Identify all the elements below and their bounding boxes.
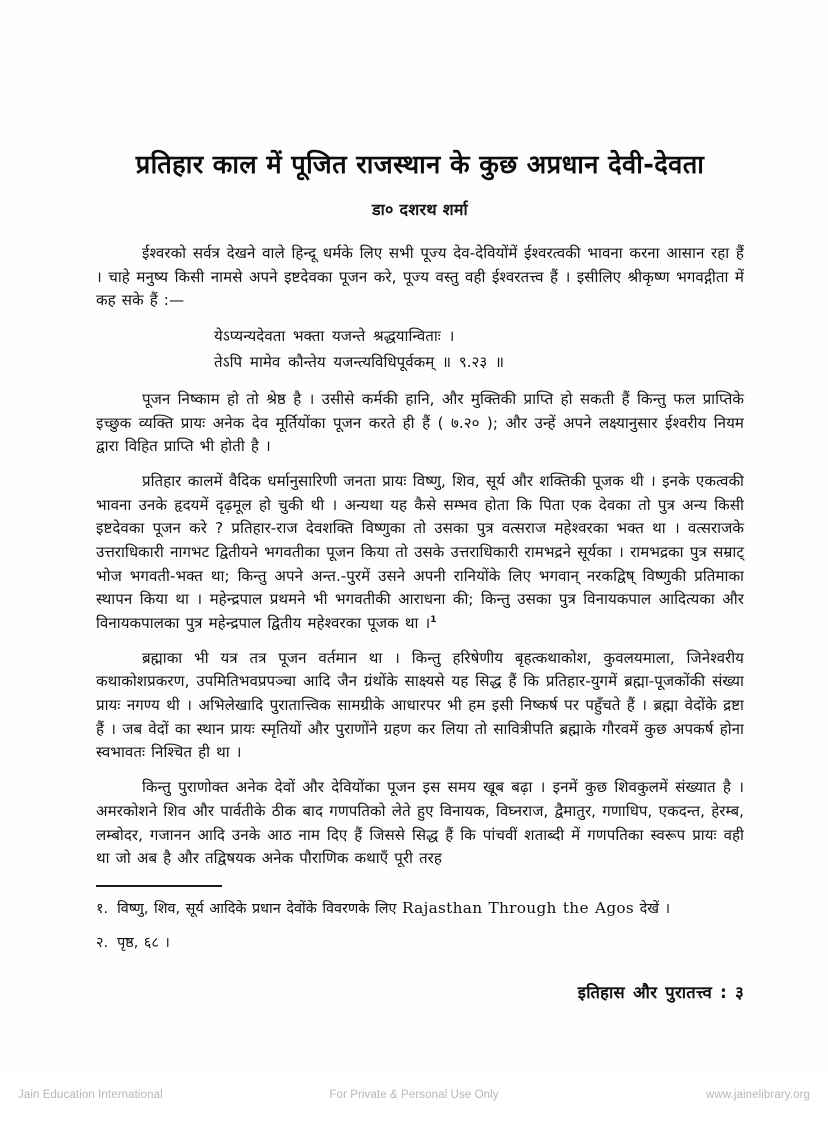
paragraph-4: ब्रह्माका भी यत्र तत्र पूजन वर्तमान था । किन्तु हरिषेणीय बृहत्कथाकोश, कुवलयमाला, जिनेश्वरीय कथाकोशप्रकरण, उपमितिभवप्रपञ्चा आदि जैन ग्रंथोंके साक्ष्यसे यह सिद्ध हैं कि प्रतिहार-युगमें ब्रह्मा-पूजकोंकी संख्या प्रायः नगण्य थी । अभिलेखादि पुरातात्त्विक सामग्रीके आधारपर भी हम इसी निष्कर्ष पर पहुँचते हैं । ब्रह्मा वेदोंके द्रष्टा हैं । जब वेदों का स्थान प्रायः स्मृतियों और पुराणोंने ग्रहण कर लिया तो सावित्रीपति ब्रह्माके गौरवमें कुछ अपकर्ष होना स्वभावतः निश्चित ही था । — [96, 648, 744, 762]
bottom-bar-organization: Jain Education International — [18, 1089, 163, 1101]
paragraph-3 — [96, 470, 744, 636]
footnote-reference-1[interactable]: 1 — [430, 615, 437, 625]
author-byline: डा० दशरथ शर्मा — [372, 199, 468, 219]
paragraph-2: पूजन निष्काम हो तो श्रेष्ठ है । उसीसे कर्मकी हानि, और मुक्तिकी प्राप्ति हो सकती हैं किन्तु फल प्राप्तिके इच्छुक व्यक्ति प्रायः अनेक देव मूर्तियोंका पूजन करते ही हैं ( ७.२० ); और उन्हें अपने लक्ष्यानुसार ईश्वरीय नियम द्वारा विहित प्राप्ति भी होती है । — [96, 389, 744, 456]
footnote-text — [117, 897, 744, 921]
footnotes-section — [96, 897, 744, 954]
footnote-number: २. — [96, 934, 109, 951]
paragraph-1: ईश्वरको सर्वत्र देखने वाले हिन्दू धर्मके लिए सभी पूज्य देव-देवियोंमें ईश्वरत्वकी भावना करना आसान रहा हैं । चाहे मनुष्य किसी नामसे अपने इष्टदेवका पूजन करे, पूज्य वस्तु वही ईश्वरतत्त्व हैं । इसीलिए श्रीकृष्ण भगवद्गीता में कह सके हैं :— — [96, 243, 744, 310]
footnote-text-after: देखें । — [639, 900, 671, 917]
footnote-item — [96, 897, 744, 921]
footnote-latin-title: Rajasthan Through the Agos — [401, 898, 635, 917]
footnote-separator-rule — [96, 885, 222, 887]
page-title: प्रतिहार काल में पूजित राजस्थान के कुछ अप्रधान देवी-देवता — [135, 150, 705, 180]
sanskrit-verse — [96, 324, 744, 376]
bottom-bar-usage-notice: For Private & Personal Use Only — [329, 1089, 499, 1101]
verse-line-1: येऽप्यन्यदेवता भक्ता यजन्ते श्रद्धयान्विताः । — [214, 326, 455, 345]
paragraph-5: किन्तु पुराणोक्त अनेक देवों और देवियोंका पूजन इस समय खूब बढ़ा । इनमें कुछ शिवकुलमें संख्यात है । अमरकोशने शिव और पार्वतीके ठीक बाद गणपतिको लेते हुए विनायक, विघ्नराज, द्वैमातुर, गणाधिप, एकदन्त, हेरम्ब, लम्बोदर, गजानन आदि उनके आठ नाम दिए हैं जिससे सिद्ध हैं कि पांचवीं शताब्दी में गणपतिका स्वरूप प्रायः वही था जो अब है और तद्विषयक अनेक पौराणिक कथाएँ पूरी तरह — [96, 778, 744, 868]
footnote-text-before: विष्णु, शिव, सूर्य आदिके प्रधान देवोंके विवरणके लिए — [117, 900, 397, 917]
verse-line-2: तेऽपि मामेव कौन्तेय यजन्त्यविधिपूर्वकम् ॥ ९.२३ ॥ — [214, 352, 505, 371]
footnote-text: पृष्ठ, ६८ । — [117, 934, 170, 951]
page-content — [96, 150, 744, 1003]
footnote-item — [96, 932, 744, 954]
running-footer: इतिहास और पुरातत्त्व : ३ — [577, 982, 744, 1002]
viewer-bottom-bar — [0, 1075, 828, 1122]
paragraph-3-text: प्रतिहार कालमें वैदिक धर्मानुसारिणी जनता प्रायः विष्णु, शिव, सूर्य और शक्तिकी पूजक थी । इनके एकत्वकी भावना उनके हृदयमें दृढ़मूल हो चुकी थी । अन्यथा यह कैसे सम्भव होता कि पिता एक देवका तो पुत्र अन्य किसी इष्टदेवका पूजन करे ? प्रतिहार-राज देवशक्ति विष्णुका तो उसका पुत्र वत्सराज महेश्वरका भक्त था । वत्सराजके उत्तराधिकारी नागभट द्वितीयने भगवतीका पूजन किया तो उसके उत्तराधिकारी रामभद्रने सूर्यका । रामभद्रका पुत्र सम्राट् भोज भगवती-भक्त था; किन्तु अपने अन्त.-पुरमें उसने अपनी रानियोंके लिए भगवान् नरकद्विष् विष्णुकी प्रतिमाका स्थापन किया था । महेन्द्रपाल प्रथमने भी भगवतीकी आराधना की; किन्तु उसका पुत्र विनायकपाल आदित्यका और विनायकपालका पुत्र महेन्द्रपाल द्वितीय महेश्वरका पूजक था । — [96, 471, 744, 633]
footnote-number: १. — [96, 900, 109, 917]
bottom-bar-website-url[interactable]: www.jainelibrary.org — [705, 1089, 810, 1101]
